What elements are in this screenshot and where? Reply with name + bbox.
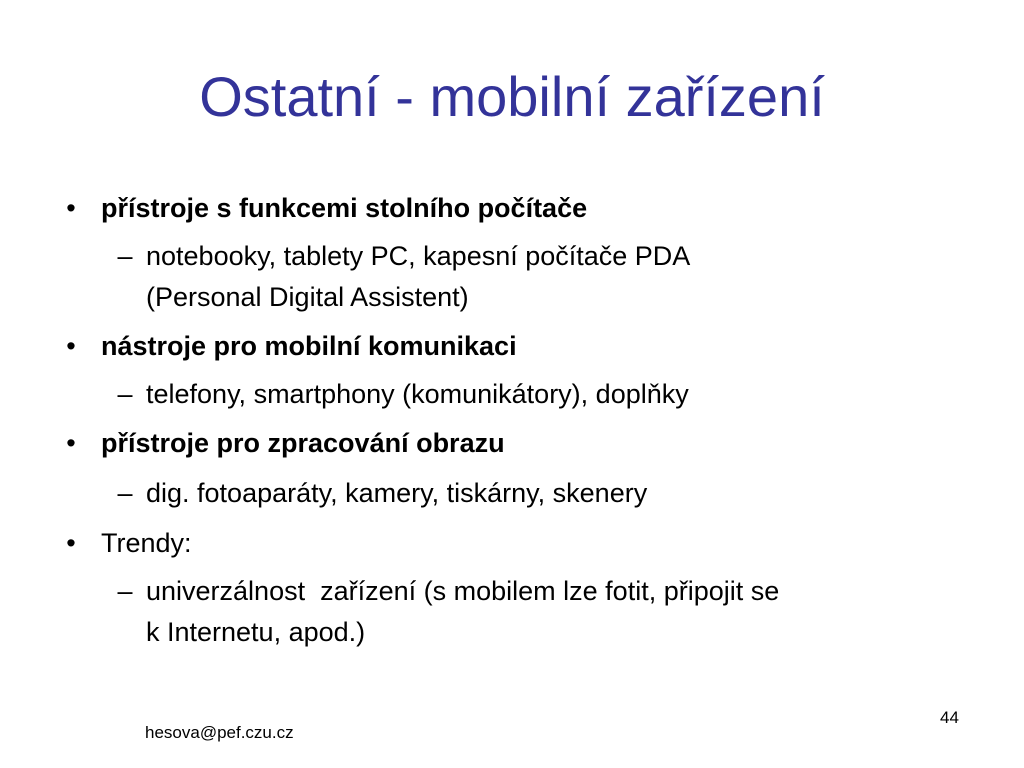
page-number: 44: [940, 708, 959, 727]
bullet-marker: •: [66, 528, 76, 558]
sub-list-item-label: k Internetu, apod.): [146, 617, 366, 647]
sub-bullet-marker: –: [117, 241, 133, 271]
slide-title: Ostatní - mobilní zařízení: [199, 65, 825, 128]
list-item-label: přístroje s funkcemi stolního počítače: [101, 193, 588, 223]
bullet-marker: •: [66, 428, 76, 458]
sub-list-item-label: telefony, smartphony (komunikátory), doplňky: [146, 379, 689, 409]
footer-email: hesova@pef.czu.cz: [145, 723, 294, 742]
bullet-marker: •: [66, 331, 76, 361]
sub-list-item-label: dig. fotoaparáty, kamery, tiskárny, skenery: [146, 478, 648, 508]
list-item-label: Trendy:: [101, 528, 192, 558]
list-item-label: přístroje pro zpracování obrazu: [101, 428, 505, 458]
sub-bullet-marker: –: [117, 379, 133, 409]
sub-bullet-marker: –: [117, 576, 133, 606]
bullet-marker: •: [66, 193, 76, 223]
sub-bullet-marker: –: [117, 478, 133, 508]
sub-list-item-label: (Personal Digital Assistent): [146, 282, 469, 312]
sub-list-item-label: notebooky, tablety PC, kapesní počítače PDA: [146, 241, 691, 271]
list-item-label: nástroje pro mobilní komunikaci: [101, 331, 517, 361]
sub-list-item-label: univerzálnost zařízení (s mobilem lze fotit, připojit se: [146, 576, 780, 606]
